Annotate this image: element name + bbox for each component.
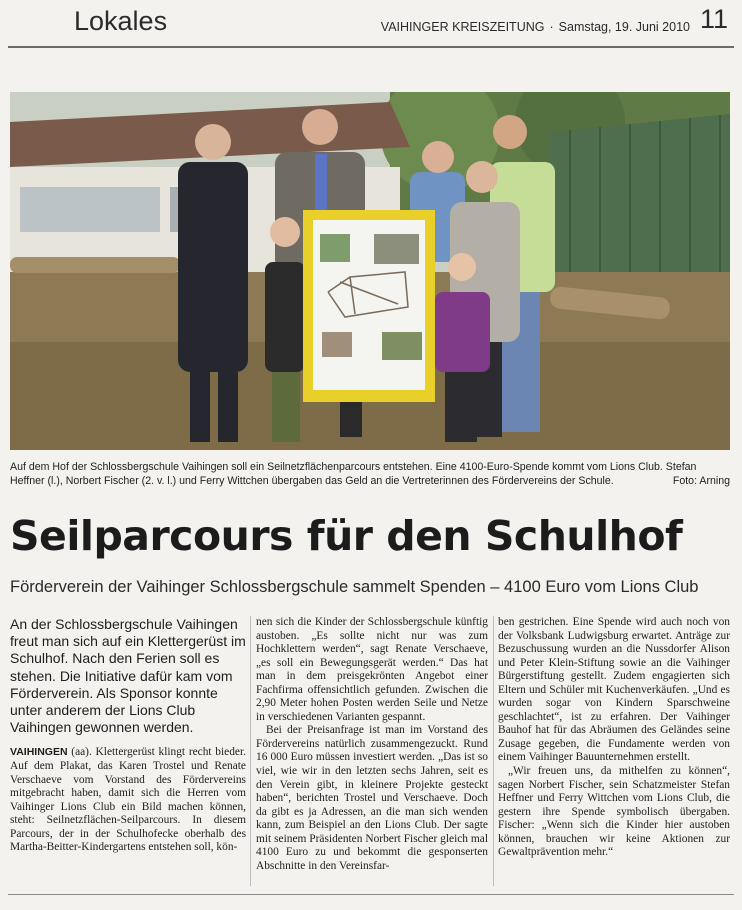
photo-caption bbox=[10, 460, 730, 488]
article-teaser: An der Schlossbergschule Vaihingen freut man sich auf ein Klettergerüst im Schulhof. Nach den Ferien soll es stehen. Die Initiative dafür kam vom Förderverein. Als Sponsor konnte unter anderem der Lions Club Vaihingen gewonnen werden. bbox=[10, 616, 246, 736]
footer-rule bbox=[8, 894, 734, 895]
header-rule bbox=[8, 46, 734, 48]
column-3-paragraph-1: ben gestrichen. Eine Spende wird auch noch von der Volksbank Ludwigsburg erwartet. Anträge zur Bezuschussung wurden an die Nussdorfer Alison und Peter Klein-Stiftung sowie an die Vaihinger Bürgerstiftung gestellt. Zudem engagierten sich Eltern und Schüler mit Kuchenverkäufen. „Und es wurden sogar von Kindern Sparschweine geschlachtet“, ist zu erfahren. Der Vaihinger Bauhof hat für das Abräumen des Geländes seine Zusage gegeben, die Fundamente werden von einem Vaihinger Bauunternehmen erstellt. bbox=[498, 616, 730, 764]
column-divider bbox=[250, 616, 251, 886]
newspaper-name: VAIHINGER KREISZEITUNG bbox=[380, 20, 545, 34]
dateline: VAIHINGEN bbox=[10, 746, 68, 759]
column-2-paragraph-1: nen sich die Kinder der Schlossbergschule künftig austoben. „Es sollte nicht nur was zum Hochklettern werden“, sagt Renate Verschaeve, „es soll ein Bewegungsgerät werden.“ Das hat man in dem preisgekrönten Angebot einer Fachfirma offensichtlich gefunden. Zwischen die 2,90 Meter hohen Posten werden Seile und Netze in verschiedenen Varianten gespannt. bbox=[256, 616, 488, 723]
section-title: Lokales bbox=[74, 6, 168, 36]
page-number: 11 bbox=[699, 4, 728, 34]
article-column-1 bbox=[10, 616, 246, 855]
photo-scene bbox=[10, 92, 730, 450]
column-divider bbox=[493, 616, 494, 886]
caption-text: Auf dem Hof der Schlossbergschule Vaihingen soll ein Seilnetzflächenparcours entstehen. Eine 4100-Euro-Spende kommt vom Lions Club. Stefan Heffner (l.), Norbert Fischer (2. v. l.) und Ferry Wittchen übergaben das Geld an die Vertreterinnen des Fördervereins der Schule. bbox=[10, 461, 697, 487]
headline: Seilparcours für den Schulhof bbox=[10, 512, 683, 560]
issue-date: Samstag, 19. Juni 2010 bbox=[558, 20, 690, 34]
page-header bbox=[8, 0, 734, 44]
column-2-paragraph-2: Bei der Preisanfrage ist man im Vorstand des Fördervereins natürlich zusammengezuckt. Rund 16 000 Euro müssen investiert werden. „Das ist so viel, wie wir in den letzten sechs Jahren, seit es den Verein gibt, in kleinere Projekte gesteckt haben“, berichten Trostel und Verschaeve. Doch da gibt es ja Adressen, an die man sich wenden kann, zum Beispiel an den Lions Club. Der sagte mit seinem Präsidenten Norbert Fischer gleich mal 4100 Euro zu und bekommt die gesponserten Abschnitte in den Vereinsfar- bbox=[256, 724, 488, 872]
article-column-3 bbox=[498, 616, 730, 860]
article-paragraph bbox=[10, 746, 246, 854]
subheadline: Förderverein der Vaihinger Schlossbergschule sammelt Spenden – 4100 Euro vom Lions Club bbox=[10, 578, 699, 596]
article-column-2 bbox=[256, 616, 488, 873]
column-1-text: Klettergerüst klingt recht bieder. Auf dem Plakat, das Karen Trostel und Renate Verschaeve vom Vorstand des Fördervereins mitgebracht haben, damit sich die Herren vom Vaihinger Lions Club ein Bild machen können, steht: Seilnetzflächen-Seilparcours. In diesem Parcours, der in der Schulhofecke oberhalb des Martha-Beitter-Kindergartens entstehen soll, kön- bbox=[10, 746, 246, 854]
photo-credit: Foto: Arning bbox=[672, 475, 730, 487]
author-tag: (aa). bbox=[71, 746, 92, 759]
article-photo bbox=[10, 92, 730, 450]
masthead-separator: · bbox=[549, 20, 554, 34]
masthead bbox=[381, 20, 690, 34]
column-3-paragraph-2: „Wir freuen uns, da mithelfen zu können“, sagen Norbert Fischer, sein Schatzmeister Stefan Heffner und Ferry Wittchen vom Lions Club, die gestern ihre Spende symbolisch übergaben. Fischer: „Wenn sich die Kinder hier austoben können, brauchen wir keine Aktionen zur Gewaltprävention mehr.“ bbox=[498, 765, 730, 859]
